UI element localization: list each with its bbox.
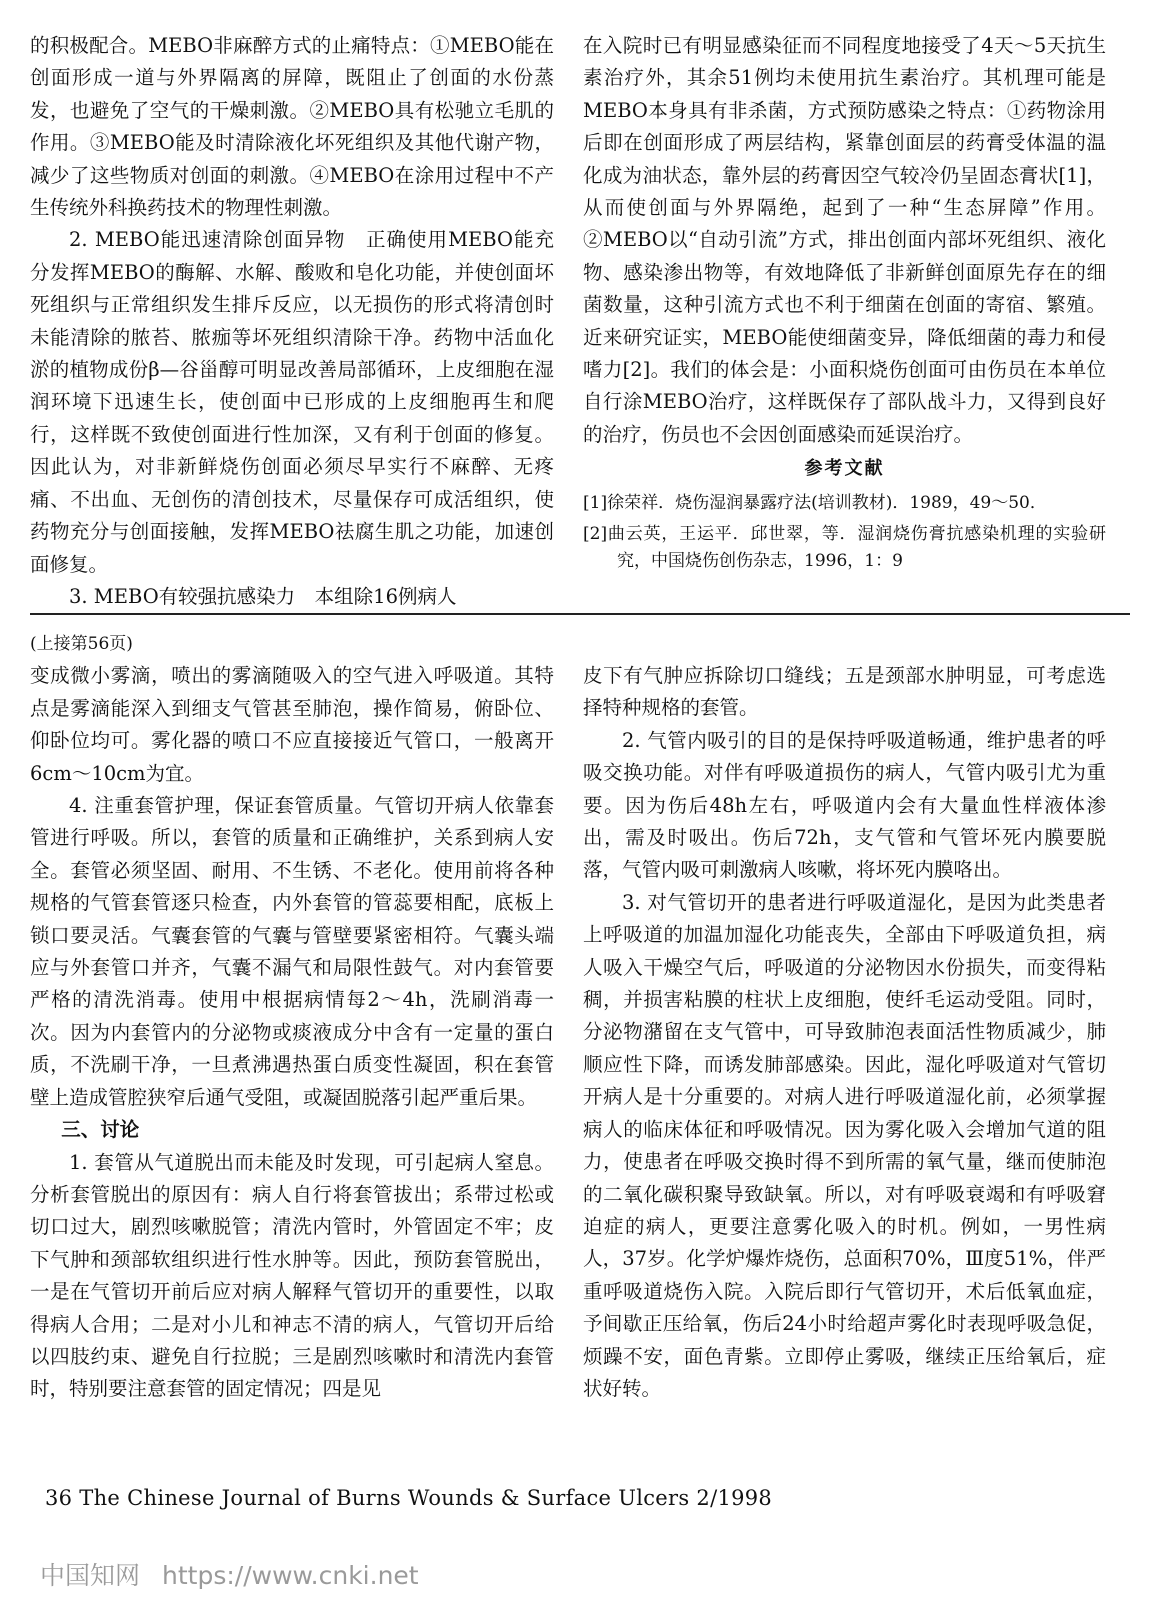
watermark	[40, 1556, 441, 1592]
bottom-right-column	[583, 660, 1106, 1405]
paragraph: 3. MEBO有较强抗感染力 本组除16例病人	[69, 584, 457, 608]
bottom-left-column	[30, 628, 554, 1406]
paragraph: 在入院时已有明显感染征而不同程度地接受了4天～5天抗生素治疗外，其余51例均未使用抗生素治疗。其机理可能是MEBO本身具有非杀菌，方式预防感染之特点：①药物涂用后即在创面形成了两层结构，紧靠创面层的药膏受体温的温化成为油状态，靠外层的药膏因空气较冷仍呈固态膏状[1]，从而使创面与外界隔绝，起到了一种“生态屏障”作用。②MEBO以“自动引流”方式，排出创面内部坏死组织、液化物、感染渗出物等，有效地降低了非新鲜创面原先存在的细菌数量，这种引流方式也不利于细菌在创面的寄宿、繁殖。近来研究证实，MEBO能使细菌变异，降低细菌的毒力和侵嗜力[2]。我们的体会是：小面积烧伤创面可由伤员在本单位自行涂MEBO治疗，这样既保存了部队战斗力，又得到良好的治疗，伤员也不会因创面感染而延误治疗。	[583, 34, 1106, 446]
paragraph: 2. 气管内吸引的目的是保持呼吸道畅通，维护患者的呼吸交换功能。对伴有呼吸道损伤的病人，气管内吸引尤为重要。因为伤后48h左右，呼吸道内会有大量血性样液体渗出，需及时吸出。伤后72h，支气管和气管坏死内膜要脱落，气管内吸可刺激病人咳嗽，将坏死内膜咯出。	[583, 728, 1106, 882]
continued-note: (上接第56页)	[30, 634, 133, 654]
paragraph: 变成微小雾滴，喷出的雾滴随吸入的空气进入呼吸道。其特点是雾滴能深入到细支气管甚至肺泡，操作简易，俯卧位、仰卧位均可。雾化器的喷口不应直接接近气管口，一般离开6cm～10cm为宜。	[30, 664, 554, 785]
page-footer: 36 The Chinese Journal of Burns Wounds & Surface Ulcers 2/1998	[45, 1486, 773, 1510]
paragraph: 3. 对气管切开的患者进行呼吸道湿化，是因为此类患者上呼吸道的加温加湿化功能丧失，全部由下呼吸道负担，病人吸入干燥空气后，呼吸道的分泌物因水份损失，而变得粘稠，并损害粘膜的柱状上皮细胞，使纤毛运动受阻。同时，分泌物潴留在支气管中，可导致肺泡表面活性物质减少，肺顺应性下降，而诱发肺部感染。因此，湿化呼吸道对气管切开病人是十分重要的。对病人进行呼吸道湿化前，必须掌握病人的临床体征和呼吸情况。因为雾化吸入会增加气道的阻力，使患者在呼吸交换时得不到所需的氧气量，继而使肺泡的二氧化碳积聚导致缺氧。所以，对有呼吸衰竭和有呼吸窘迫症的病人，更要注意雾化吸入的时机。例如，一男性病人，37岁。化学炉爆炸烧伤，总面积70%，Ⅲ度51%，伴严重呼吸道烧伤入院。入院后即行气管切开，术后低氧血症，予间歇正压给氧，伤后24小时给超声雾化时表现呼吸急促，烦躁不安，面色青紫。立即停止雾吸，继续正压给氧后，症状好转。	[583, 890, 1106, 1400]
references-title: 参考文献	[804, 458, 885, 480]
reference-item: [1]徐荣祥．烧伤湿润暴露疗法(培训教材)．1989，49～50．	[583, 492, 1047, 513]
paragraph: 的积极配合。MEBO非麻醉方式的止痛特点：①MEBO能在创面形成一道与外界隔离的屏障，既阻止了创面的水份蒸发，也避免了空气的干燥刺激。②MEBO具有松驰立毛肌的作用。③MEBO能及时清除液化坏死组织及其他代谢产物，减少了这些物质对创面的刺激。④MEBO在涂用过程中不产生传统外科换药技术的物理性刺激。	[30, 34, 554, 220]
watermark-brand: 中国知网	[40, 1561, 141, 1590]
top-left-column	[30, 30, 554, 613]
paragraph: 2. MEBO能迅速清除创面异物 正确使用MEBO能充分发挥MEBO的酶解、水解、酸败和皂化功能，并使创面坏死组织与正常组织发生排斥反应，以无损伤的形式将清创时未能清除的脓苔、脓痂等坏死组织清除干净。药物中活血化淤的植物成份β—谷甾醇可明显改善局部循环，上皮细胞在湿润环境下迅速生长，使创面中已形成的上皮细胞再生和爬行，这样既不致使创面进行性加深，又有利于创面的修复。因此认为，对非新鲜烧伤创面必须尽早实行不麻醉、无疼痛、不出血、无创伤的清创技术，尽量保存可成活组织，使药物充分与创面接触，发挥MEBO祛腐生肌之功能，加速创面修复。	[30, 228, 554, 576]
section-divider	[30, 613, 1130, 615]
paragraph: 4. 注重套管护理，保证套管质量。气管切开病人依靠套管进行呼吸。所以，套管的质量和正确维护，关系到病人安全。套管必须坚固、耐用、不生锈、不老化。使用前将各种规格的气管套管逐只检查，内外套管的管蕊要相配，底板上锁口要灵活。气囊套管的气囊与管壁要紧密相符。气囊头端应与外套管口并齐，气囊不漏气和局限性鼓气。对内套管要严格的清洗消毒。使用中根据病情每2～4h，洗刷消毒一次。因为内套管内的分泌物或痰液成分中含有一定量的蛋白质，不洗刷干净，一旦煮沸遇热蛋白质变性凝固，积在套管壁上造成管腔狭窄后通气受阻，或凝固脱落引起严重后果。	[30, 794, 554, 1109]
watermark-url: https://www.cnki.net	[162, 1561, 419, 1590]
paragraph: 1. 套管从气道脱出而未能及时发现，可引起病人窒息。分析套管脱出的原因有：病人自行将套管拔出；系带过松或切口过大，剧烈咳嗽脱管；清洗内管时，外管固定不牢；皮下气肿和颈部软组织进行性水肿等。因此，预防套管脱出，一是在气管切开前后应对病人解释气管切开的重要性，以取得病人合用；二是对小儿和神志不清的病人，气管切开后给以四肢约束、避免自行拉脱；三是剧烈咳嗽时和清洗内套管时，特别要注意套管的固定情况；四是见	[30, 1150, 554, 1401]
paragraph: 皮下有气肿应拆除切口缝线；五是颈部水肿明显，可考虑选择特种规格的套管。	[583, 664, 1106, 720]
top-right-column	[583, 30, 1106, 575]
section-heading: 三、讨论	[61, 1118, 140, 1142]
reference-item: [2]曲云英，王运平．邱世翠，等．湿润烧伤膏抗感染机理的实验研究，中国烧伤创伤杂志，1996，1：9	[583, 523, 1106, 571]
